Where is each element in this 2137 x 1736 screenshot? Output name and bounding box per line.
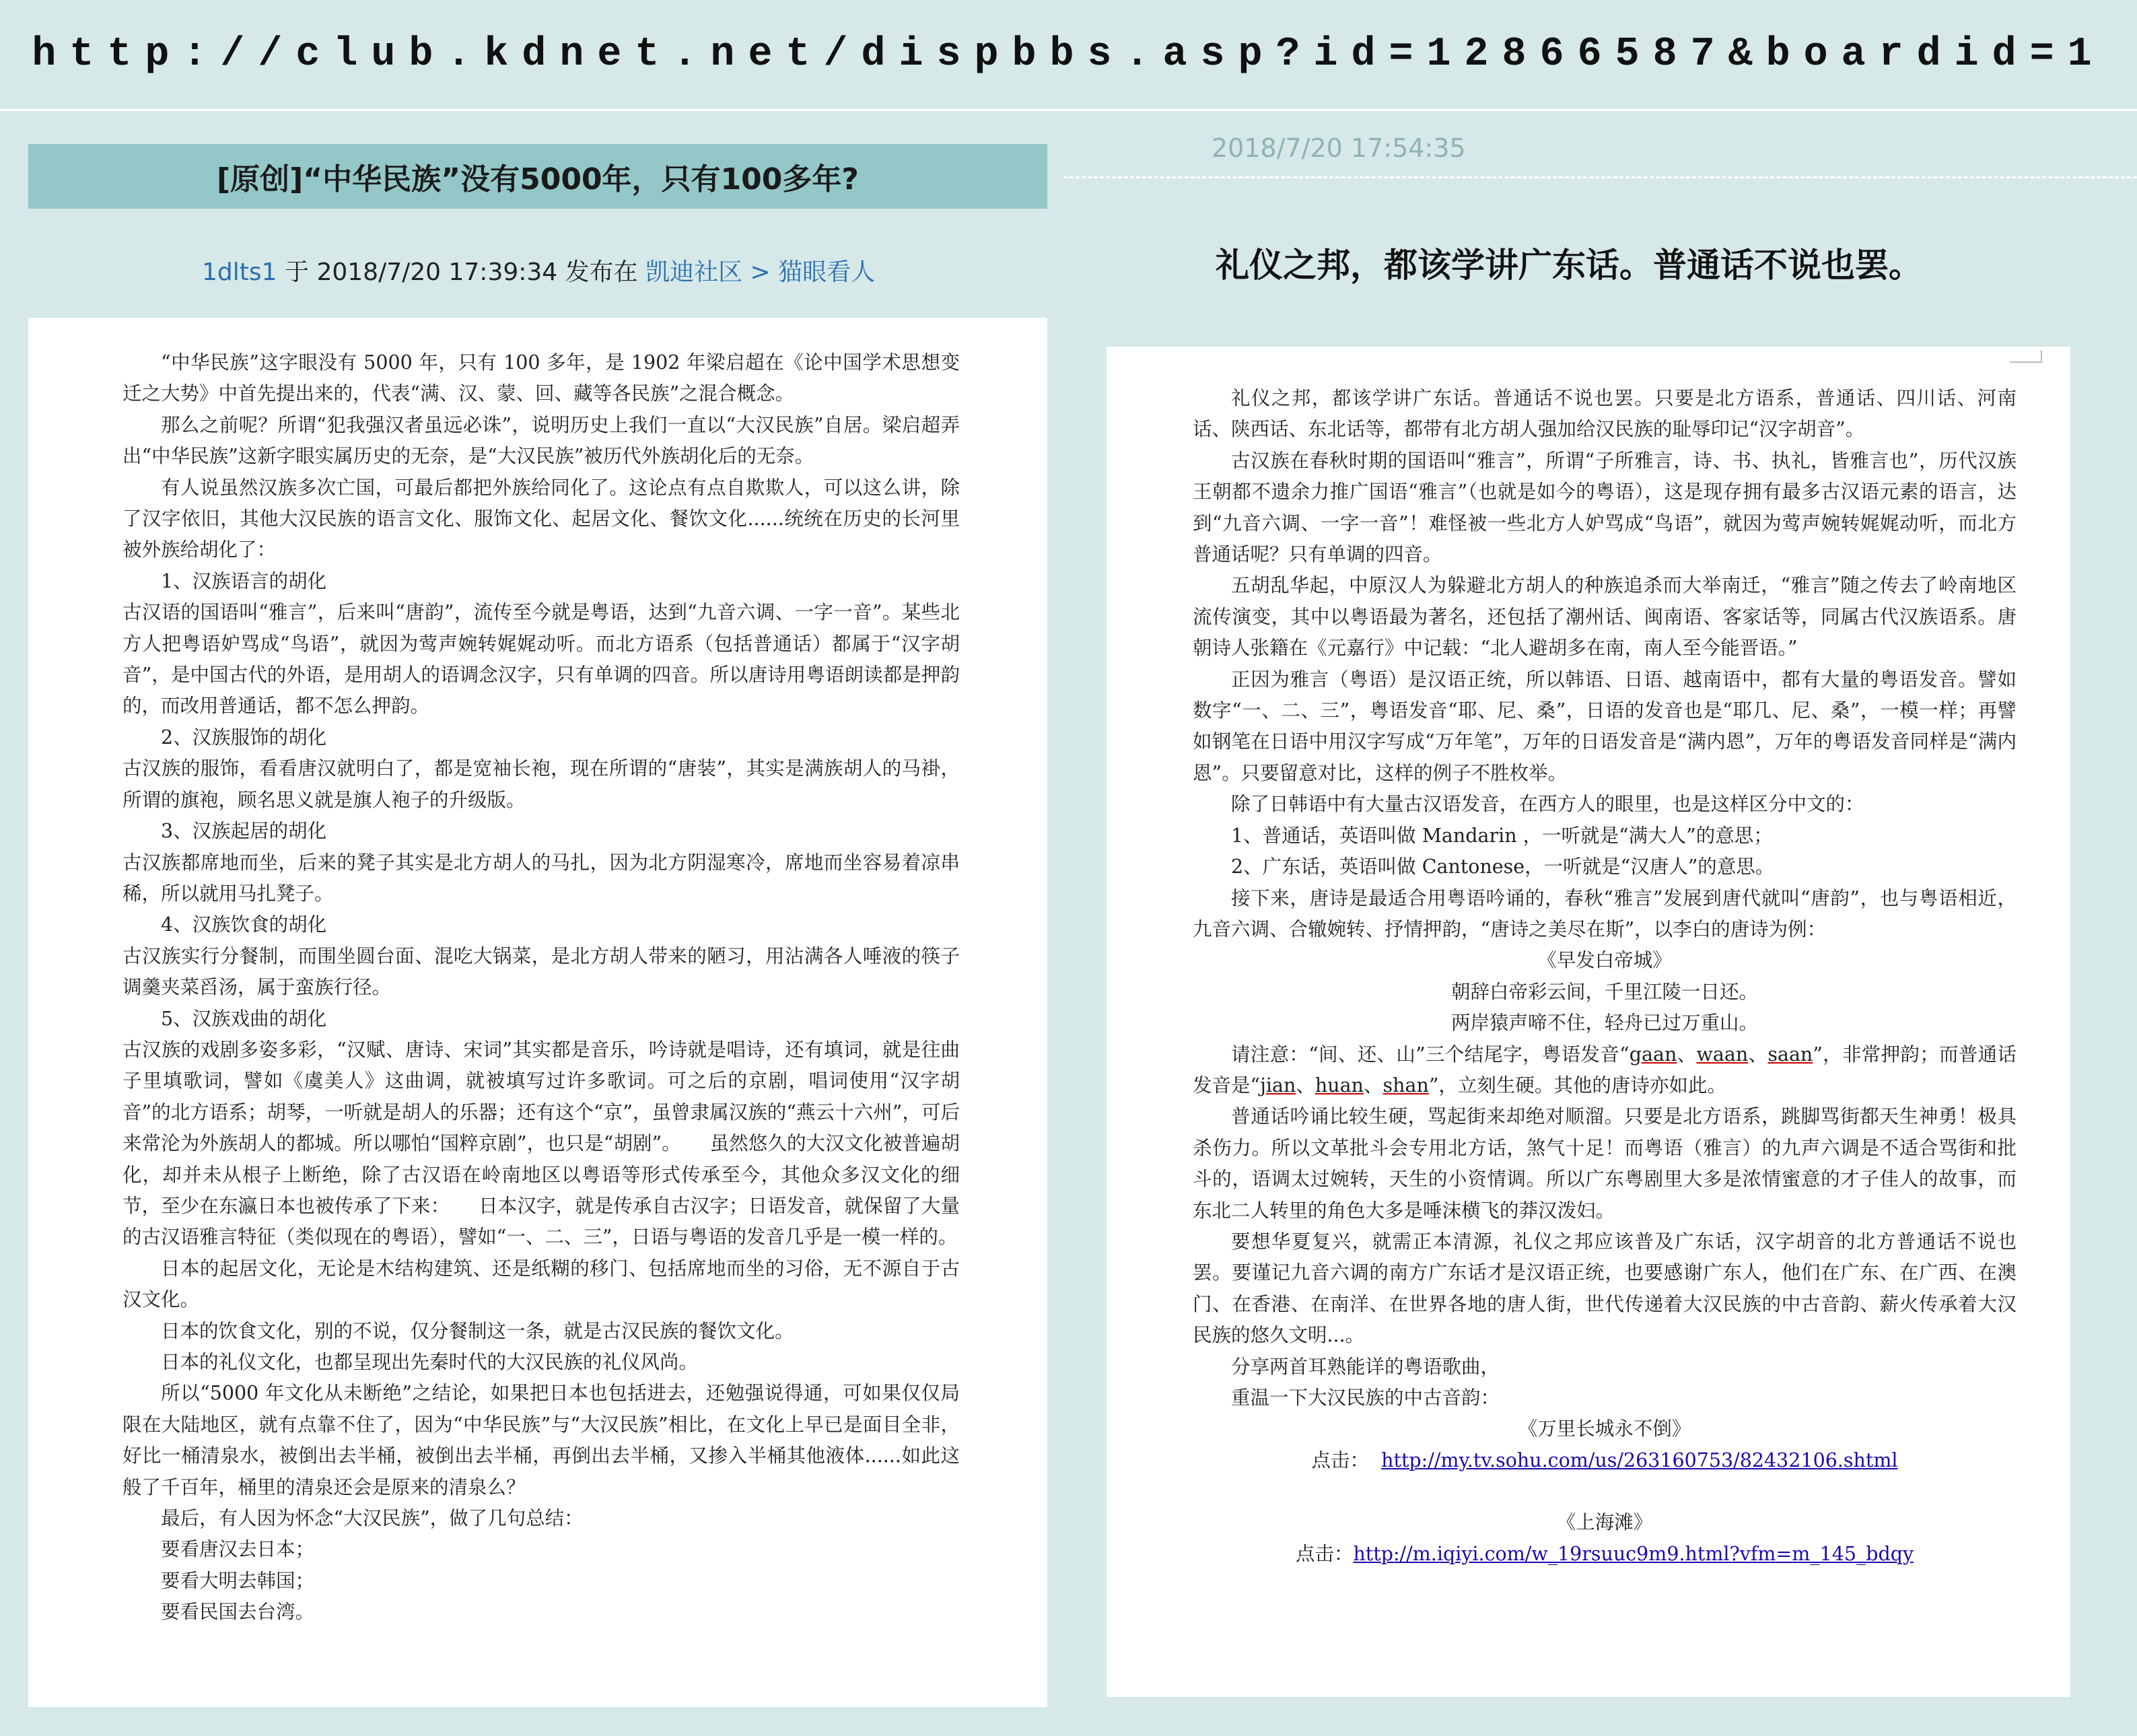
pronunciation-note: 请注意：“间、还、山”三个结尾字，粤语发音“gaan、waan、saan”，非常押韵；而普通话发音是“jian、huan、shan”，立刻生硬。其他的唐诗亦如此。 [1193, 1043, 2017, 1097]
paragraph: 古汉族实行分餐制，而围坐圆台面、混吃大锅菜，是北方胡人带来的陋习，用沾满各人唾液的筷子调羹夹菜舀汤，属于蛮族行径。 [122, 944, 960, 999]
post-title[interactable]: [原创]“中华民族”没有5000年，只有100多年? [217, 162, 859, 197]
article-body-left [28, 318, 1047, 1707]
poem-line: 两岸猿声啼不住，轻舟已过万重山。 [1450, 1012, 1758, 1035]
paragraph: 要想华夏复兴，就需正本清源，礼仪之邦应该普及广东话，汉字胡音的北方普通话不说也罢。要谨记九音六调的南方广东话才是汉语正统，也要感谢广东人，他们在广东、在广西、在澳门、在香港、在南洋、在世界各地的唐人街，世代传递着大汉民族的中古音韵、薪火传承着大汉民族的悠久文明...。 [1193, 1230, 2017, 1347]
author-link[interactable]: 1dlts1 [202, 258, 277, 286]
page-corner-mark [2010, 351, 2042, 363]
paragraph: 要看唐汉去日本； [161, 1538, 315, 1561]
article-body-right [1107, 347, 2070, 1697]
paragraph: 古汉族的戏剧多姿多彩，“汉赋、唐诗、宋词”其实都是音乐，吟诗就是唱诗，还有填词，就是往曲子里填歌词，譬如《虞美人》这曲调，就被填写过许多歌词。可之后的京剧，唱词使用“汉字胡音”的北方语系；胡琴，一听就是胡人的乐器；还有这个“京”，虽曾隶属汉族的“燕云十六州”，可后来常沦为外族胡人的都城。所以哪怕“国粹京剧”，也只是“胡剧”。 虽然悠久的大汉文化被普遍胡化，却并未从根子上断绝，除了古汉语在岭南地区以粤语等形式传承至今，其他众多汉文化的细节，至少在东瀛日本也被传承了下来： 日本汉字，就是传承自古汉字；日语发音，就保留了大量的古汉语雅言特征（类似现在的粤语），譬如“一、二、三”，日语与粤语的发音几乎是一模一样的。 [122, 1038, 960, 1249]
byline-posted-in: 发布在 [565, 258, 638, 286]
paragraph: 那么之前呢？所谓“犯我强汉者虽远必诛”，说明历史上我们一直以“大汉民族”自居。梁启超弄出“中华民族”这新字眼实属历史的无奈，是“大汉民族”被历代外族胡化后的无奈。 [122, 413, 960, 468]
song-link[interactable]: http://m.iqiyi.com/w_19rsuuc9m9.html?vfm=m_145_bdqy [1353, 1542, 1914, 1565]
url-bar [0, 0, 2137, 111]
paragraph: 接下来，唐诗是最适合用粤语吟诵的，春秋“雅言”发展到唐代就叫“唐韵”，也与粤语相近，九音六调、合辙婉转、抒情押韵，“唐诗之美尽在斯”，以李白的唐诗为例： [1193, 887, 2017, 940]
section-heading: 5、汉族戏曲的胡化 [161, 1007, 327, 1030]
song-link-row: 点击： http://my.tv.sohu.com/us/263160753/82432106.shtml [1311, 1449, 1898, 1471]
paragraph: 所以“5000 年文化从未断绝”之结论，如果把日本也包括进去，还勉强说得通，可如果仅仅局限在大陆地区，就有点靠不住了，因为“中华民族”与“大汉民族”相比，在文化上早已是面目全非，好比一桶清泉水，被倒出去半桶，被倒出去半桶，再倒出去半桶，又掺入半桶其他液体......如此这般了千百年，桶里的清泉还会是原来的清泉么？ [122, 1382, 960, 1498]
paragraph: 除了日韩语中有大量古汉语发音，在西方人的眼里，也是这样区分中文的： [1231, 793, 1864, 816]
paragraph: 普通话吟诵比较生硬，骂起街来却绝对顺溜。只要是北方语系，跳脚骂街都天生神勇！极具杀伤力。所以文革批斗会专用北方话，煞气十足！而粤语（雅言）的九声六调是不适合骂街和批斗的，语调太过婉转，天生的小资情调。所以广东粤剧里大多是浓情蜜意的才子佳人的故事，而东北二人转里的角色大多是唾沫横飞的莽汉泼妇。 [1193, 1105, 2017, 1222]
paragraph: 分享两首耳熟能详的粤语歌曲， [1231, 1355, 1500, 1378]
paragraph: 要看民国去台湾。 [161, 1601, 315, 1624]
paragraph: 古汉族都席地而坐，后来的凳子其实是北方胡人的马扎，因为北方阴湿寒冷，席地而坐容易着凉串稀，所以就用马扎凳子。 [122, 851, 960, 905]
song-title: 《上海滩》 [1556, 1511, 1653, 1534]
post-byline [202, 253, 875, 287]
song-link[interactable]: http://my.tv.sohu.com/us/263160753/82432106.shtml [1381, 1449, 1898, 1471]
section-heading: 3、汉族起居的胡化 [161, 820, 327, 843]
paragraph: 要看大明去韩国； [161, 1569, 315, 1592]
section-heading: 4、汉族饮食的胡化 [161, 913, 327, 936]
section-heading: 1、汉族语言的胡化 [161, 569, 327, 592]
paragraph: 正因为雅言（粤语）是汉语正统，所以韩语、日语、越南语中，都有大量的粤语发音。譬如数字“一、二、三”，粤语发音“耶、尼、桑”，日语的发音也是“耶几、尼、桑”，一模一样；再譬如钢笔在日语中用汉字写成“万年笔”，万年的日语发音是“满内恩”，万年的粤语发音同样是“满内恩”。只要留意对比，这样的例子不胜枚举。 [1193, 668, 2017, 784]
paragraph: 日本的起居文化，无论是木结构建筑、还是纸糊的移门、包括席地而坐的习俗，无不源自于古汉文化。 [122, 1257, 960, 1311]
paragraph: 古汉语的国语叫“雅言”，后来叫“唐韵”，流传至今就是粤语，达到“九音六调、一字一音”。某些北方人把粤语妒骂成“鸟语”，就因为莺声婉转娓娓动听。而北方语系（包括普通话）都属于“汉字胡音”，是中国古代的外语，是用胡人的语调念汉字，只有单调的四音。所以唐诗用粤语朗读都是押韵的，而改用普通话，都不怎么押韵。 [122, 601, 960, 718]
board-breadcrumb[interactable]: 凯迪社区 > 猫眼看人 [645, 258, 876, 286]
reply-heading: 礼仪之邦，都该学讲广东话。普通话不说也罢。 [1216, 246, 1922, 285]
post-title-banner [28, 144, 1047, 209]
paragraph: 2、广东话，英语叫做 Cantonese，一听就是“汉唐人”的意思。 [1231, 856, 1775, 878]
paragraph: 古汉族的服饰，看看唐汉就明白了，都是宽袖长袍，现在所谓的“唐装”，其实是满族胡人的马褂，所谓的旗袍，顾名思义就是旗人袍子的升级版。 [122, 757, 960, 811]
paragraph: 礼仪之邦，都该学讲广东话。普通话不说也罢。只要是北方语系，普通话、四川话、河南话、陕西话、东北话等，都带有北方胡人强加给汉民族的耻辱印记“汉字胡音”。 [1193, 387, 2017, 441]
paragraph: “中华民族”这字眼没有 5000 年，只有 100 多年，是 1902 年梁启超在《论中国学术思想变迁之大势》中首先提出来的，代表“满、汉、蒙、回、藏等各民族”之混合概念。 [122, 351, 960, 405]
paragraph: 古汉族在春秋时期的国语叫“雅言”，所谓“子所雅言，诗、书、执礼，皆雅言也”，历代汉族王朝都不遗余力推广国语“雅言”（也就是如今的粤语），这是现存拥有最多古汉语元素的语言，达到“九音六调、一字一音”！难怪被一些北方人妒骂成“鸟语”，就因为莺声婉转娓娓动听，而北方普通话呢？只有单调的四音。 [1193, 449, 2017, 566]
paragraph: 1、普通话，英语叫做 Mandarin ，一听就是“满大人”的意思； [1231, 824, 1773, 847]
paragraph: 重温一下大汉民族的中古音韵： [1231, 1387, 1500, 1409]
song-link-row: 点击：http://m.iqiyi.com/w_19rsuuc9m9.html?vfm=m_145_bdqy [1295, 1542, 1914, 1565]
divider [1063, 176, 2137, 178]
paragraph: 最后，有人因为怀念“大汉民族”，做了几句总结： [161, 1507, 584, 1530]
poem-title: 《早发白帝城》 [1537, 949, 1672, 972]
song-title: 《万里长城永不倒》 [1518, 1418, 1691, 1440]
reply-timestamp: 2018/7/20 17:54:35 [1212, 133, 1466, 163]
paragraph: 五胡乱华起，中原汉人为躲避北方胡人的种族追杀而大举南迁，“雅言”随之传去了岭南地区流传演变，其中以粤语最为著名，还包括了潮州话、闽南语、客家话等，同属古代汉族语系。唐朝诗人张籍在《元嘉行》中记载：“北人避胡多在南，南人至今能晋语。” [1193, 574, 2017, 660]
section-heading: 2、汉族服饰的胡化 [161, 726, 327, 749]
post-datetime: 2018/7/20 17:39:34 [316, 258, 558, 286]
spacer [1193, 1476, 2017, 1507]
paragraph: 日本的饮食文化，别的不说，仅分餐制这一条，就是古汉民族的餐饮文化。 [161, 1319, 794, 1342]
page-url: http://club.kdnet.net/dispbbs.asp?id=12866587&boardid=1 [32, 32, 2105, 77]
paragraph: 有人说虽然汉族多次亡国，可最后都把外族给同化了。这论点有点自欺欺人，可以这么讲，除了汉字依旧，其他大汉民族的语言文化、服饰文化、起居文化、餐饮文化......统统在历史的长河里被外族给胡化了： [122, 476, 960, 561]
byline-yu: 于 [285, 258, 310, 286]
poem-line: 朝辞白帝彩云间，千里江陵一日还。 [1450, 980, 1758, 1003]
paragraph: 日本的礼仪文化，也都呈现出先秦时代的大汉民族的礼仪风尚。 [161, 1351, 699, 1373]
